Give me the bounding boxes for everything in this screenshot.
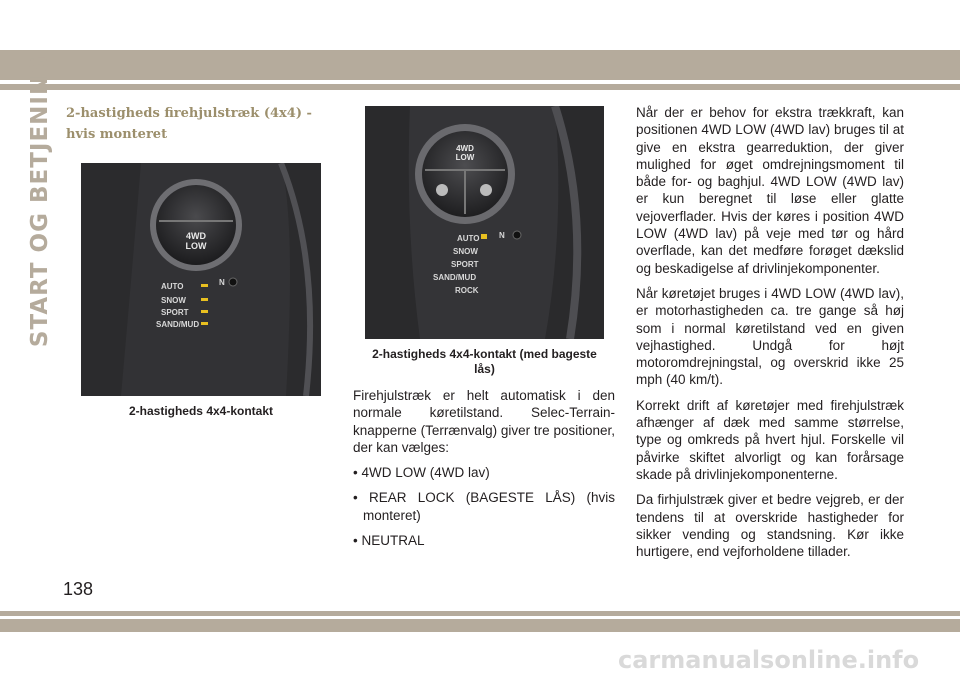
neutral2-button xyxy=(513,231,521,239)
led-auto xyxy=(201,284,208,287)
photo-4x4-switch-illustration xyxy=(81,163,321,396)
page-number: 138 xyxy=(63,579,94,599)
right-paragraph-4: Da firhjulstræk giver et bedre vejgreb, er der tendens til at overskride hastigheder for sikker vending og standsning. Kør ikke hurtigere, end vejforholdene tillader. xyxy=(636,492,904,560)
header-rule xyxy=(0,84,960,90)
photo2-caption xyxy=(365,347,604,377)
chapter-side-title-text: START OG BETJENING xyxy=(27,54,53,348)
knob1-label-bottom: LOW xyxy=(185,241,207,251)
mode-label-sandmud: SAND/MUD xyxy=(156,320,200,329)
neutral-icon xyxy=(480,184,492,196)
bullet-4wd-low: • 4WD LOW (4WD lav) xyxy=(353,465,490,481)
mode2-label-auto: AUTO xyxy=(457,234,480,243)
bullet-neutral: • NEUTRAL xyxy=(353,533,425,549)
footer-rule xyxy=(0,611,960,616)
led-sandmud xyxy=(201,322,208,325)
footer-band xyxy=(0,619,960,632)
right-paragraph-2: Når køretøjet bruges i 4WD LOW (4WD lav), er motorhastigheden ca. tre gange så høj som i normal køretilstand ved en given vejhastighed. Undgå for højt motoromdrejningstal, og overskrid ikke 25 mph (40 km/t). xyxy=(636,285,904,388)
neutral-label: N xyxy=(219,278,225,287)
bullet-rear-lock: • REAR LOCK (BAGESTE LÅS) (hvis monteret) xyxy=(353,490,615,523)
photo2-caption-line2: lås) xyxy=(474,362,495,376)
knob1-label-top: 4WD xyxy=(186,231,206,241)
rear-lock-icon xyxy=(436,184,448,196)
mode-label-sport: SPORT xyxy=(161,308,189,317)
neutral-button xyxy=(229,278,237,286)
middle-paragraph: Firehjulstræk er helt automatisk i den normale køretilstand. Selec-Terrain-knapperne (Terrænvalg) giver tre positioner, der kan vælges: xyxy=(353,388,615,455)
knob2-label-bottom: LOW xyxy=(455,153,475,162)
right-paragraph-3: Korrekt drift af køretøjer med firehjulstræk afhænger af dæk med samme størrelse, type og omkreds på hvert hjul. Forskelle vil påvirke skiftet alvorligt og kan forårsage skade på drivlinjekomponenterne. xyxy=(636,397,904,482)
mode-label-snow: SNOW xyxy=(161,296,186,305)
header-band xyxy=(0,50,960,80)
led2-auto xyxy=(481,234,487,239)
section-heading: 2-hastigheds firehjulstræk (4x4) - hvis monteret xyxy=(66,106,312,142)
right-paragraph-1: Når der er behov for ekstra trækkraft, kan positionen 4WD LOW (4WD lav) bruges til at give en ekstra gearreduktion, der giver mulighed for øget omdrejningsmoment til både for- og baghjul. 4WD LOW (4WD lav) er kun beregnet til løse eller glatte vejoverflader. Hvis der køres i position 4WD LOW (4WD lav) på veje med tør og hård overflade, kan det medføre forøget dækslid og beskadigelse af drivlinjekomponenter. xyxy=(636,105,904,276)
knob2-label-top: 4WD xyxy=(456,144,474,153)
photo-4x4-switch-rear-lock xyxy=(365,106,604,339)
mode2-label-sport: SPORT xyxy=(451,260,479,269)
photo-4x4-switch xyxy=(81,163,321,396)
led-snow xyxy=(201,298,208,301)
chapter-side-title xyxy=(24,54,56,348)
mode-label-auto: AUTO xyxy=(161,282,184,291)
photo-4x4-switch-rear-lock-illustration xyxy=(365,106,604,339)
watermark: carmanualsonline.info xyxy=(618,646,920,674)
mode2-label-snow: SNOW xyxy=(453,247,478,256)
right-column xyxy=(636,104,904,568)
photo1-caption: 2-hastigheds 4x4-kontakt xyxy=(128,404,274,418)
led-sport xyxy=(201,310,208,313)
middle-column xyxy=(353,387,615,557)
mode2-label-rock: ROCK xyxy=(455,286,479,295)
photo2-caption-line1: 2-hastigheds 4x4-kontakt (med bageste xyxy=(372,347,597,361)
neutral2-label: N xyxy=(499,231,505,240)
mode2-label-sandmud: SAND/MUD xyxy=(433,273,477,282)
